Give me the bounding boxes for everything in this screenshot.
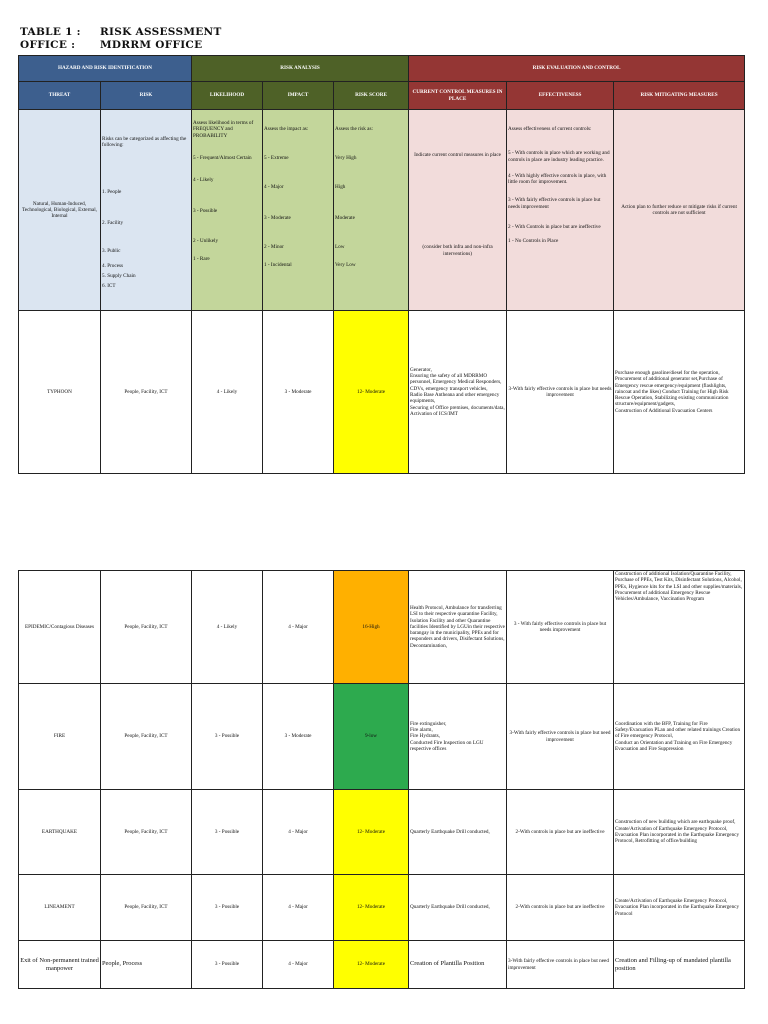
risk-score-cell: 12- Moderate xyxy=(334,311,409,474)
legend-lik-1: 1 - Rare xyxy=(193,256,210,263)
legend-score-l: Low xyxy=(335,244,345,251)
likelihood-cell: 4 - Likely xyxy=(192,571,263,684)
legend-lik-2: 2 - Unlikely xyxy=(193,237,219,244)
threat-cell: FIRE xyxy=(19,684,101,790)
impact-cell: 3 - Moderate xyxy=(263,684,334,790)
legend-risk-intro: Risks can be categorized as affecting the following: xyxy=(102,136,187,149)
risk-score-cell: 9-low xyxy=(334,684,409,790)
likelihood-cell: 4 - Likely xyxy=(192,311,263,474)
likelihood-cell: 3 - Possible xyxy=(192,875,263,941)
legend-impact xyxy=(263,110,334,311)
legend-score-intro: Assess the risk as: xyxy=(335,126,373,132)
legend-lik-4: 4 - Likely xyxy=(193,177,214,184)
control-cell: Quarterly Earthquake Drill conducted, xyxy=(409,875,507,941)
control-cell: Generator, Ensuring the safety of all MDRRMO personnel, Emergency Medical Responders, CDVs, emergency transport vehicles, Radio Base Antheana and other emergency equipments, Securing of Office premises, documents/data, Activation of ICS/IMT xyxy=(409,311,507,474)
threat-cell: TYPHOON xyxy=(19,311,101,474)
table-row xyxy=(19,571,745,684)
risk-cell: People, Facility, ICT xyxy=(101,311,192,474)
risk-cell: People, Facility, ICT xyxy=(101,790,192,875)
legend-eff-4: 4 - With highly effective controls in place, with little room for improvement. xyxy=(508,172,607,186)
mitigating-cell: Purchase enough gasoline/diesel for the operation, Procurement of additional generator set,Purchase of Emergency rescue emergency/equipment (flashlights, raincoat and the likes) Conduct Training for High Risk Rescue Operation, Stabilizing existing communication structure/equipment/gadgets, Construction of Additional Evacuation Centers xyxy=(614,311,745,474)
legend-eff-5: 5 - With controls in place which are working and controls in place are industry leading practice. xyxy=(508,150,610,163)
legend-eff-intro: Assess effectiveness of current controls: xyxy=(508,126,592,132)
legend-likelihood xyxy=(192,110,263,311)
likelihood-cell: 3 - Possible xyxy=(192,790,263,875)
risk-table-bottom xyxy=(18,570,745,989)
legend-risk-1: 1. People xyxy=(102,188,122,195)
legend-imp-4: 4 - Major xyxy=(264,183,284,190)
legend-ctrl-2: (consider both infra and non-infra interventions) xyxy=(422,244,493,257)
legend-eff-3: 3 - With fairly effective controls in place but needs improvement xyxy=(508,197,601,210)
mitigating-cell: Construction of new building which are earthquake proof, Create/Activation of Earthquake Emergency Protocol, Evacuation Plan incorporated in the Earthquake Emergency Protocol, Retrofitting of office/building xyxy=(614,790,745,875)
table-row xyxy=(19,790,745,875)
impact-cell: 4 - Major xyxy=(263,571,334,684)
risk-table-top xyxy=(18,55,745,474)
table-key: TABLE 1 : xyxy=(20,26,81,38)
col-current-control: CURRENT CONTROL MEASURES IN PLACE xyxy=(409,82,507,110)
risk-score-cell: 12- Moderate xyxy=(334,941,409,989)
risk-cell: People, Facility, ICT xyxy=(101,875,192,941)
mitigating-cell: Creation and Filling-up of mandated plantilla position xyxy=(614,941,745,989)
threat-cell: Exit of Non-permanent trained manpower xyxy=(19,941,101,989)
legend-imp-2: 2 - Minor xyxy=(264,244,284,251)
effectiveness-cell: 3-With fairly effective controls in place but need improvement xyxy=(507,684,614,790)
office-line xyxy=(20,39,222,52)
mitigating-cell: Coordination with the BFP, Training for Fire Safety/Evacuation PLan and other related trainings Creation of Fire emergency Protocol, Conduct an Orientation and Training on Fire Emergency Evacuation and Fire Suppression xyxy=(614,684,745,790)
legend-risk-6: 6. ICT xyxy=(102,283,116,290)
risk-cell: People, Facility, ICT xyxy=(101,571,192,684)
legend-imp-1: 1 - Incidental xyxy=(264,262,292,269)
group-hazard-identification: HAZARD AND RISK IDENTIFICATION xyxy=(19,56,192,82)
impact-cell: 4 - Major xyxy=(263,941,334,989)
col-threat: THREAT xyxy=(19,82,101,110)
table-row xyxy=(19,311,745,474)
legend-risk xyxy=(101,110,192,311)
legend-lik-5: 5 - Frequent/Almost Certain xyxy=(193,154,252,161)
legend-risk-4: 4. Process xyxy=(102,263,124,270)
control-cell: Health Protocol, Ambulance for transferring LSI to their respective quarantine Facility, Isolation Facility and other Quarantine facilities Identified by LGUin their respective barangay in the municipality, PPEs and for responders and drivers, Disifectant Solutions, Decontamination, xyxy=(409,571,507,684)
legend-imp-5: 5 - Extreme xyxy=(264,155,289,162)
office-key: OFFICE : xyxy=(20,39,76,51)
legend-ctrl-1: Indicate current control measures in place xyxy=(414,152,501,158)
control-cell: Quarterly Earthquake Drill conducted, xyxy=(409,790,507,875)
legend-score-vl: Very Low xyxy=(335,262,356,269)
table-row xyxy=(19,875,745,941)
col-risk: RISK xyxy=(101,82,192,110)
mitigating-cell: Construction of additional Isolation/Quarantine Facility, Purchase of PPEs, Test Kits, Disinfectant Solutions, Alcohol, PPEs, Hygience kits for the LSI and other supplies/materials, Procurement of additional Emergency Rescue Vehicles/Ambulance, Vaccination Program xyxy=(614,571,745,684)
col-likelihood: LIKELIHOOD xyxy=(192,82,263,110)
control-cell: Creation of Plantilla Position xyxy=(409,941,507,989)
risk-score-cell: 12- Moderate xyxy=(334,790,409,875)
legend-mitigating: Action plan to further reduce or mitigate risks if current controls are not sufficient xyxy=(614,110,745,311)
legend-eff-1: 1 - No Controls in Place xyxy=(508,238,559,245)
effectiveness-cell: 2-With controls in place but are ineffective xyxy=(507,875,614,941)
legend-score-m: Moderate xyxy=(335,214,355,221)
group-risk-evaluation: RISK EVALUATION AND CONTROL xyxy=(409,56,745,82)
effectiveness-cell: 3-With fairly effective controls in place but need improvement xyxy=(507,941,614,989)
control-cell: Fire extinguisher, Fire alarm, Fire Hydrants, Conducted Fire Inspection on LGU respective offices xyxy=(409,684,507,790)
legend-threat: Natural, Human-Induced, Technological, Biological, External, Internal xyxy=(19,110,101,311)
risk-cell: People, Facility, ICT xyxy=(101,684,192,790)
likelihood-cell: 3 - Possible xyxy=(192,684,263,790)
legend-risk-5: 5. Supply Chain xyxy=(102,272,136,279)
threat-cell: EARTHQUAKE xyxy=(19,790,101,875)
table-row xyxy=(19,941,745,989)
group-risk-analysis: RISK ANALYSIS xyxy=(192,56,409,82)
impact-cell: 4 - Major xyxy=(263,875,334,941)
legend-score-vh: Very High xyxy=(335,155,357,162)
legend-imp-intro: Assess the impact as: xyxy=(264,126,309,132)
effectiveness-cell: 3-With fairly effective controls in place but needs improvement xyxy=(507,311,614,474)
legend-score-h: High xyxy=(335,183,346,190)
table-row xyxy=(19,684,745,790)
col-mitigating: RISK MITIGATING MEASURES xyxy=(614,82,745,110)
threat-cell: LINEAMENT xyxy=(19,875,101,941)
effectiveness-cell: 3 - With fairly effective controls in place but needs improvement xyxy=(507,571,614,684)
threat-cell: EPIDEMIC/Contagious Diseases xyxy=(19,571,101,684)
table-title: RISK ASSESSMENT xyxy=(100,26,222,38)
legend-row xyxy=(19,110,745,311)
risk-cell: People, Process xyxy=(101,941,192,989)
legend-effectiveness xyxy=(507,110,614,311)
document-header xyxy=(20,26,222,52)
col-effectiveness: EFFECTIVENESS xyxy=(507,82,614,110)
legend-risk-3: 3. Public xyxy=(102,248,121,255)
risk-score-cell: 16-High xyxy=(334,571,409,684)
mitigating-cell: Create/Activation of Earthquake Emergency Protocol, Evacuation Plan incorporated in the Earthquake Emergency Protocol xyxy=(614,875,745,941)
impact-cell: 3 - Moderate xyxy=(263,311,334,474)
effectiveness-cell: 2-With controls in place but are ineffective xyxy=(507,790,614,875)
col-risk-score: RISK SCORE xyxy=(334,82,409,110)
legend-score xyxy=(334,110,409,311)
legend-control xyxy=(409,110,507,311)
office-name: MDRRM OFFICE xyxy=(100,39,203,51)
likelihood-cell: 3 - Possible xyxy=(192,941,263,989)
legend-eff-2: 2 - With Controls in place but are ineffective xyxy=(508,224,601,231)
col-impact: IMPACT xyxy=(263,82,334,110)
legend-lik-3: 3 - Possible xyxy=(193,208,218,215)
legend-imp-3: 3 - Moderate xyxy=(264,214,291,221)
legend-risk-2: 2. Facility xyxy=(102,219,124,226)
risk-score-cell: 12- Moderate xyxy=(334,875,409,941)
legend-lik-intro: Assess likelihood in terms of FREQUENCY and PROBABILITY xyxy=(193,120,254,139)
impact-cell: 4 - Major xyxy=(263,790,334,875)
table-title-line xyxy=(20,26,222,39)
